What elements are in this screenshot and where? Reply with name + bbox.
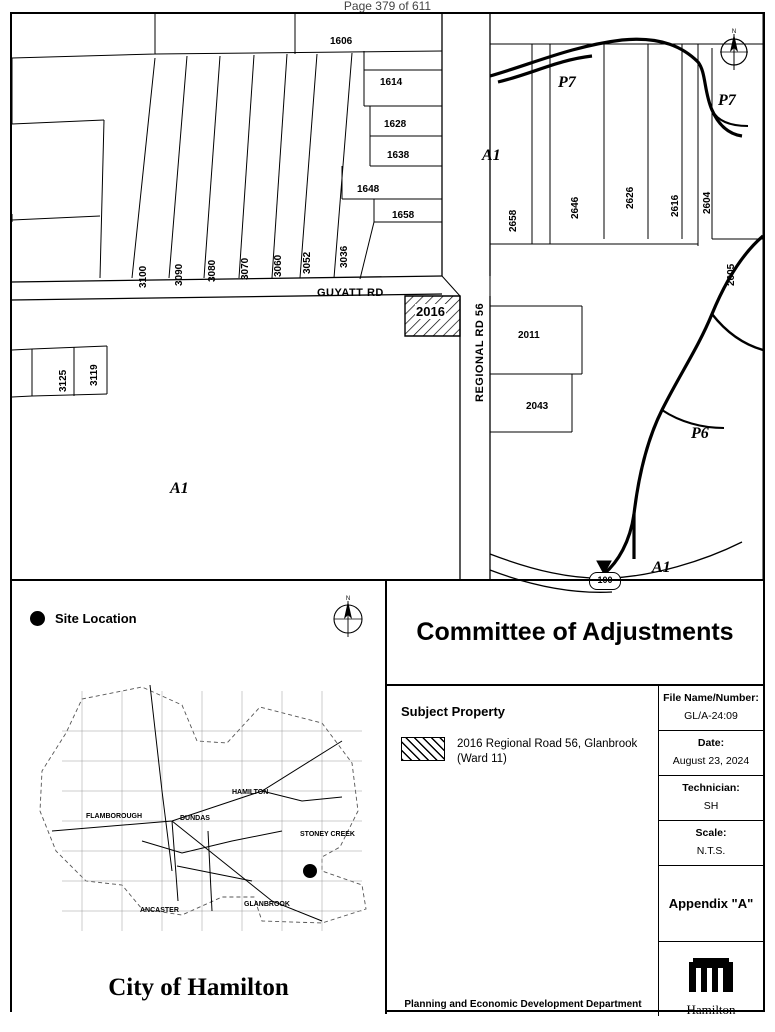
hamilton-crest-icon bbox=[683, 956, 739, 1000]
field-file-number bbox=[659, 686, 763, 731]
map-linework bbox=[12, 14, 763, 579]
parcel-label: 2604 bbox=[702, 191, 713, 214]
parcel-label: 2658 bbox=[508, 209, 519, 232]
road-label-guyatt: GUYATT RD bbox=[317, 287, 384, 299]
site-location-dot-icon bbox=[30, 611, 45, 626]
parcel-label: 3100 bbox=[138, 265, 149, 288]
subject-property-heading: Subject Property bbox=[401, 704, 506, 719]
zone-label: A1 bbox=[482, 147, 501, 164]
parcel-label: 2646 bbox=[570, 196, 581, 219]
field-scale bbox=[659, 821, 763, 866]
parcel-label: 3090 bbox=[174, 263, 185, 286]
page-header: Page 379 of 611 bbox=[343, 0, 432, 13]
parcel-label: 3070 bbox=[240, 257, 251, 280]
parcel-label: 3060 bbox=[273, 254, 284, 277]
zone-label: A1 bbox=[170, 480, 189, 497]
parcel-label: 2616 bbox=[670, 194, 681, 217]
field-value: SH bbox=[703, 800, 719, 812]
subject-property-box bbox=[387, 686, 659, 1016]
svg-text:N: N bbox=[731, 29, 737, 35]
parcel-label: 3036 bbox=[339, 245, 350, 268]
subject-property-address: 2016 Regional Road 56, Glanbrook (Ward 11) bbox=[457, 738, 638, 765]
main-map[interactable] bbox=[12, 14, 763, 585]
svg-text:N: N bbox=[345, 596, 351, 602]
appendix-label: Appendix "A" bbox=[659, 866, 763, 942]
zone-label: P6 bbox=[691, 425, 709, 442]
department-line: Planning and Economic Development Department bbox=[404, 999, 642, 1010]
area-label: DUNDAS bbox=[180, 815, 210, 822]
info-column bbox=[659, 686, 763, 1016]
parcel-label: 1606 bbox=[330, 36, 353, 47]
zone-label: P7 bbox=[558, 74, 576, 91]
zone-label: A1 bbox=[652, 559, 671, 576]
subject-property-number: 2016 bbox=[416, 304, 445, 319]
parcel-label: 2626 bbox=[625, 186, 636, 209]
parcel-label: 1628 bbox=[384, 119, 407, 130]
parcel-label: 1638 bbox=[387, 150, 410, 161]
field-label: File Name/Number: bbox=[663, 692, 759, 704]
area-label: ANCASTER bbox=[140, 907, 179, 914]
field-value: GL/A-24:09 bbox=[684, 710, 738, 722]
area-label: FLAMBOROUGH bbox=[86, 813, 142, 820]
parcel-label: 3119 bbox=[89, 364, 100, 386]
title-block bbox=[387, 579, 763, 1017]
hamilton-wordmark: Hamilton bbox=[686, 1002, 736, 1017]
parcel-label: 2605 bbox=[726, 263, 737, 286]
area-label: STONEY CREEK bbox=[300, 831, 355, 838]
parcel-label: 1658 bbox=[392, 210, 415, 221]
parcel-label: 3052 bbox=[302, 251, 313, 274]
key-map-panel bbox=[12, 579, 387, 1014]
zone-label: P7 bbox=[718, 92, 736, 109]
area-label: HAMILTON bbox=[232, 789, 269, 796]
field-label: Scale: bbox=[695, 827, 727, 839]
site-location-label: Site Location bbox=[55, 611, 137, 626]
field-label: Technician: bbox=[682, 782, 740, 794]
parcel-label: 2011 bbox=[518, 330, 540, 341]
field-technician bbox=[659, 776, 763, 821]
committee-title: Committee of Adjustments bbox=[387, 581, 763, 686]
field-value: N.T.S. bbox=[696, 845, 726, 857]
field-date bbox=[659, 731, 763, 776]
site-location-marker bbox=[303, 864, 317, 878]
field-label: Date: bbox=[697, 737, 725, 749]
north-arrow-icon bbox=[712, 28, 756, 72]
site-location-legend bbox=[30, 611, 137, 626]
parcel-label: 2043 bbox=[526, 401, 549, 412]
hamilton-logo bbox=[659, 942, 763, 1032]
map-sheet bbox=[10, 12, 765, 1017]
area-label: GLANBROOK bbox=[244, 901, 290, 908]
parcel-label: 3080 bbox=[207, 259, 218, 282]
parcel-label: 1614 bbox=[380, 77, 403, 88]
parcel-label: 1648 bbox=[357, 184, 380, 195]
field-value: August 23, 2024 bbox=[672, 755, 750, 767]
city-title: City of Hamilton bbox=[108, 974, 289, 1001]
road-label-regional-rd-56: REGIONAL RD 56 bbox=[474, 302, 486, 402]
parcel-label: 3125 bbox=[58, 369, 69, 392]
hatch-swatch-icon bbox=[401, 737, 445, 761]
keymap-north-arrow-icon bbox=[322, 591, 374, 643]
highway-shield-100: 100 bbox=[589, 572, 621, 590]
